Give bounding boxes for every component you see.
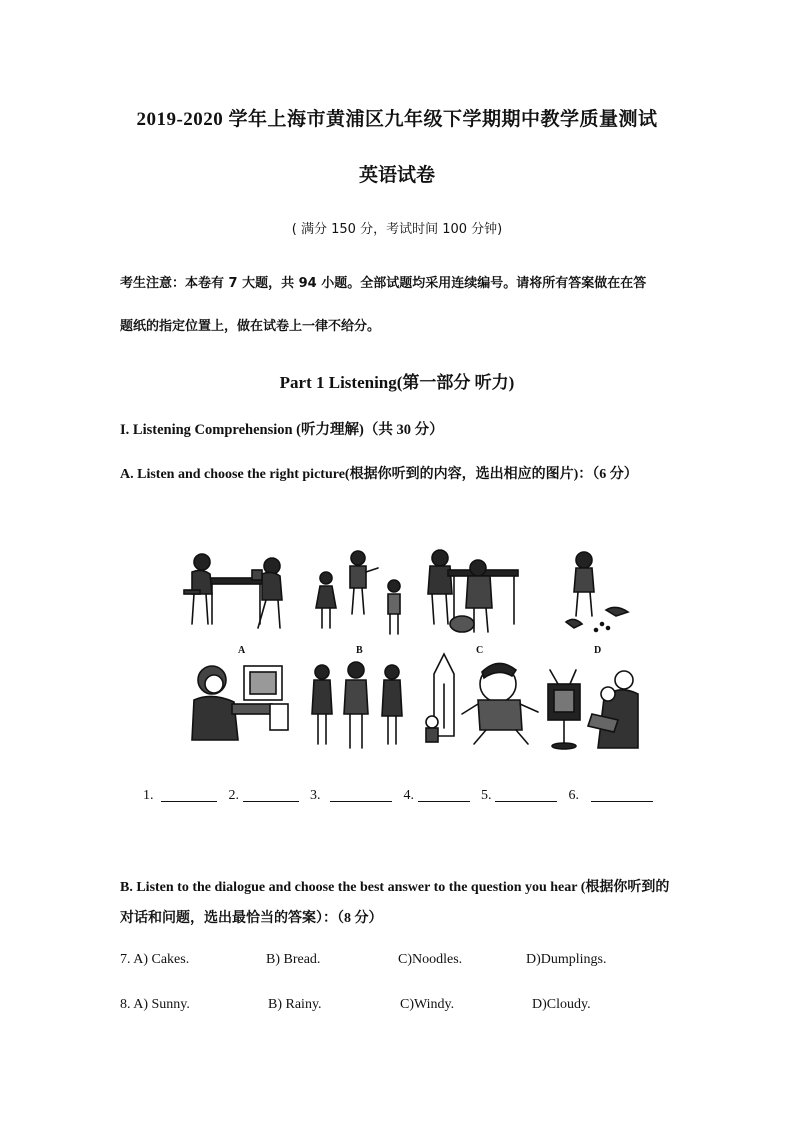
part-heading: Part 1 Listening(第一部分 听力) <box>279 373 515 392</box>
exam-title: 2019-2020 学年上海市黄浦区九年级下学期期中教学质量测试 <box>136 109 658 130</box>
picture-label-d: D <box>594 645 602 656</box>
picture-toy-rocket <box>426 654 538 744</box>
section-b-instruction: B. Listen to the dialogue and choose the best answer to the question you hear (根据你听到的 <box>120 880 670 895</box>
listening-pictures <box>178 544 642 760</box>
blank-label: 2. <box>228 788 239 803</box>
blank-label: 3. <box>310 788 321 803</box>
section-heading: I. Listening Comprehension (听力理解)（共 30 分） <box>120 422 444 438</box>
section-b-instruction-cont: 对话和问题，选出最恰当的答案）：（8 分） <box>120 911 383 926</box>
answer-blank-2[interactable] <box>243 787 299 802</box>
blank-label: 5. <box>481 788 492 803</box>
blank-label: 1. <box>143 788 154 803</box>
exam-subtitle: 英语试卷 <box>358 165 435 186</box>
picture-label-c: C <box>476 645 484 656</box>
option-c: C)Noodles. <box>398 952 463 967</box>
notice-line-2: 题纸的指定位置上，做在试卷上一律不给分。 <box>120 319 381 334</box>
option-d: D)Cloudy. <box>532 997 591 1012</box>
blank-label: 4. <box>403 788 414 803</box>
picture-a <box>184 554 282 628</box>
option-d: D)Dumplings. <box>526 952 607 967</box>
question-8 <box>120 997 680 1015</box>
notice-line-1: 考生注意：本卷有 7 大题，共 94 小题。全部试题均采用连续编号。请将所有答案做在在答 <box>120 276 647 291</box>
section-a-instruction: A. Listen and choose the right picture(根据你听到的内容，选出相应的图片)：（6 分） <box>120 467 638 482</box>
picture-c <box>428 550 518 632</box>
picture-label-a: A <box>238 645 246 656</box>
picture-label-b: B <box>356 645 363 656</box>
option-b: B) Rainy. <box>268 997 322 1012</box>
option-a: 7. A) Cakes. <box>120 952 190 967</box>
picture-d <box>566 552 628 632</box>
answer-blank-5[interactable] <box>495 787 557 802</box>
answer-blank-4[interactable] <box>418 787 470 802</box>
option-b: B) Bread. <box>266 952 321 967</box>
picture-b <box>316 551 400 634</box>
answer-blank-6[interactable] <box>591 787 653 802</box>
answer-blank-3[interactable] <box>330 787 392 802</box>
picture-computer <box>192 666 288 740</box>
answer-blank-1[interactable] <box>161 787 217 802</box>
option-a: 8. A) Sunny. <box>120 997 190 1012</box>
picture-three-girls <box>312 662 402 748</box>
answer-blanks <box>143 787 653 804</box>
question-7 <box>120 952 680 970</box>
picture-family-tv <box>548 670 638 749</box>
blank-label: 6. <box>568 788 579 803</box>
score-info: ( 满分 150 分，考试时间 100 分钟) <box>291 222 503 237</box>
option-c: C)Windy. <box>400 997 455 1012</box>
